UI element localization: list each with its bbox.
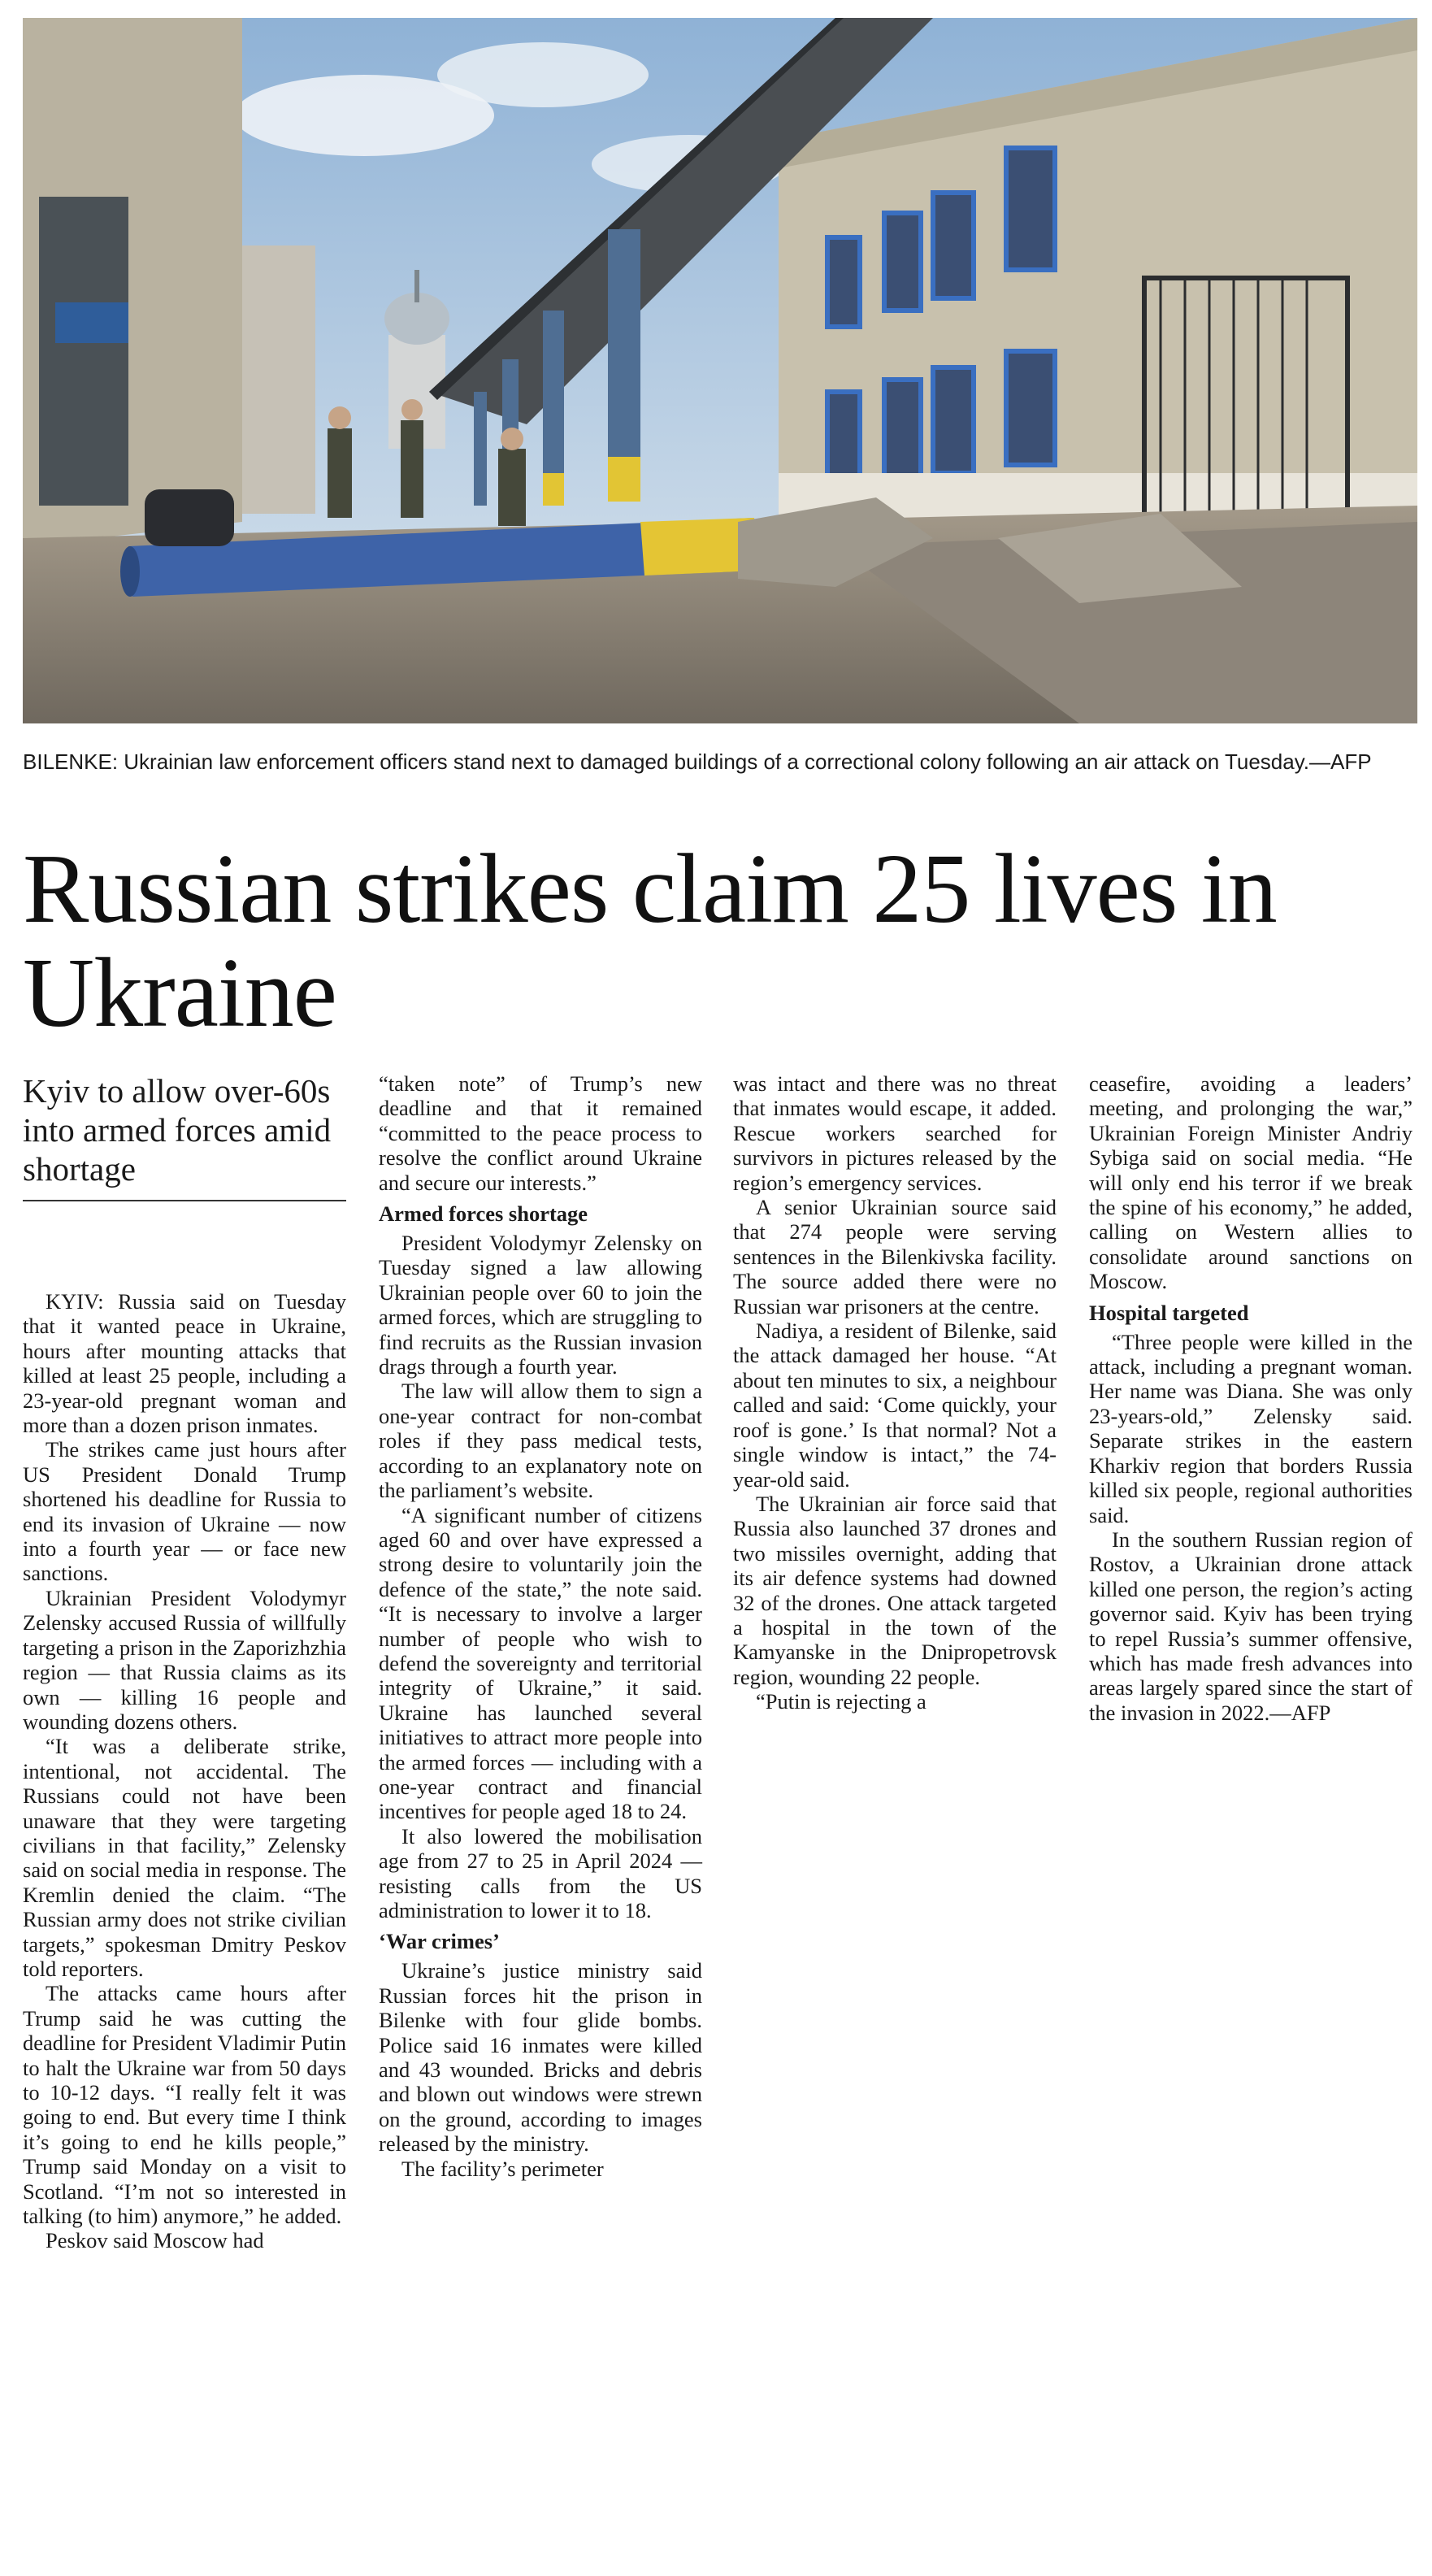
section-heading-war-crimes: ‘War crimes’ (379, 1929, 500, 1954)
paragraph: “It was a deliberate strike, intentional, not accidental. The Russians could not have been unaware that they were targeting civilians in that facility,” Zelensky said on social media in response. The Kremlin denied the claim. “The Russian army does not strike civilian targets,” spokesman Dmitry Peskov told reporters. (23, 1734, 346, 1981)
article-column-3 (733, 1071, 1057, 1714)
article-column-1 (23, 1071, 346, 2253)
paragraph: The attacks came hours after Trump said he was cutting the deadline for President Vladimir Putin to halt the Ukraine war from 50 days to 10-12 days. “I really felt it was going to end. But every time I think it’s going to end he kills people,” Trump said Monday on a visit to Scotland. “I’m not so interested in talking (to him) anymore,” he added. (23, 1981, 346, 2229)
paragraph: Ukraine’s justice ministry said Russian forces hit the prison in Bilenke with four glide bombs. Police said 16 inmates were killed and 43 wounded. Bricks and debris and blown out windows were strewn on the ground, according to images released by the ministry. (379, 1958, 702, 2157)
paragraph: “Putin is rejecting a (756, 1689, 926, 1714)
paragraph: A senior Ukrainian source said that 274 people were serving sentences in the Bilenkivska facility. The source added there were no Russian war prisoners at the centre. (733, 1195, 1057, 1318)
subheadline: Kyiv to allow over-60s into armed forces amid shortage (23, 1071, 346, 1201)
headline: Russian strikes claim 25 lives in Ukraine (23, 834, 1277, 1048)
paragraph: President Volodymyr Zelensky on Tuesday signed a law allowing Ukrainian people over 60 to join the armed forces, which are struggling to find recruits as the Russian invasion drags through a fourth year. (379, 1231, 702, 1379)
paragraph: The strikes came just hours after US President Donald Trump shortened his deadline for Russia to end its invasion of Ukraine — now into a fourth year — or face new sanctions. (23, 1437, 346, 1586)
paragraph: Ukrainian President Volodymyr Zelensky accused Russia of willfully targeting a prison in the Zaporizhzhia region — that Russia claims as its own — killing 16 people and wounding dozens others. (23, 1585, 346, 1734)
article-column-4 (1089, 1071, 1412, 1725)
paragraph: The facility’s perimeter (401, 2156, 604, 2181)
photo-caption: BILENKE: Ukrainian law enforcement officers stand next to damaged buildings of a correctional colony following an air attack on Tuesday.—AFP (23, 749, 1372, 774)
column-1-body (23, 1289, 346, 2253)
paragraph: In the southern Russian region of Rostov, a Ukrainian drone attack killed one person, the region’s acting governor said. Kyiv has been trying to repel Russia’s summer offensive, which has made fresh advances into areas largely spared since the start of the invasion in 2022.—AFP (1089, 1527, 1412, 1725)
paragraph: ceasefire, avoiding a leaders’ meeting, and prolonging the war,” Ukrainian Foreign Minister Andriy Sybiga said on social media. “He will only end his terror if we break the spine of his economy,” he added, calling on Western allies to consolidate around sanctions on Moscow. (1089, 1071, 1412, 1294)
paragraph: “taken note” of Trump’s new deadline and that it remained “committed to the peace process to resolve the conflict around Ukraine and secure our interests.” (379, 1071, 702, 1195)
paragraph: The Ukrainian air force said that Russia also launched 37 drones and two missiles overnight, adding that its air defence systems had downed 32 of the drones. One attack targeted a hospital in the town of the Kamyanske in the Dnipropetrovsk region, wounding 22 people. (733, 1491, 1057, 1689)
section-heading-armed-forces: Armed forces shortage (379, 1201, 588, 1227)
article-column-2 (379, 1071, 702, 2181)
paragraph: “A significant number of citizens aged 60 and over have expressed a strong desire to voluntarily join the defence of the state,” the note said. “It is necessary to involve a larger number of people who wish to defend the sovereignty and territorial integrity of Ukraine,” it said. Ukraine has launched several initiatives to attract more people into the armed forces — including with a one-year contract and financial incentives for people aged 18 to 24. (379, 1502, 702, 1824)
paragraph: “Three people were killed in the attack, including a pregnant woman. Her name was Diana. She was only 23-years-old,” Zelensky said. Separate strikes in the eastern Kharkiv region that borders Russia killed six people, regional authorities said. (1089, 1329, 1412, 1527)
news-photo (23, 18, 1417, 723)
paragraph: was intact and there was no threat that inmates would escape, it added. Rescue workers searched for survivors in pictures released by the region’s emergency services. (733, 1071, 1057, 1195)
paragraph: KYIV: Russia said on Tuesday that it wanted peace in Ukraine, hours after mounting attacks that killed at least 25 people, including a 23-year-old pregnant woman and more than a dozen prison inmates. (23, 1289, 346, 1438)
paragraph: The law will allow them to sign a one-year contract for non-combat roles if they pass medical tests, according to an explanatory note on the parliament’s website. (379, 1379, 702, 1503)
paragraph: It also lowered the mobilisation age from 27 to 25 in April 2024 — resisting calls from the US administration to lower it to 18. (379, 1823, 702, 1922)
damaged-prison-photo-icon (23, 18, 1417, 723)
paragraph: Peskov said Moscow had (46, 2228, 264, 2253)
paragraph: Nadiya, a resident of Bilenke, said the attack damaged her house. “At about ten minutes to six, a neighbour called and said: ‘Come quickly, your roof is gone.’ Is that normal? Not a single window is intact,” the 74-year-old said. (733, 1318, 1057, 1492)
section-heading-hospital: Hospital targeted (1089, 1300, 1249, 1325)
